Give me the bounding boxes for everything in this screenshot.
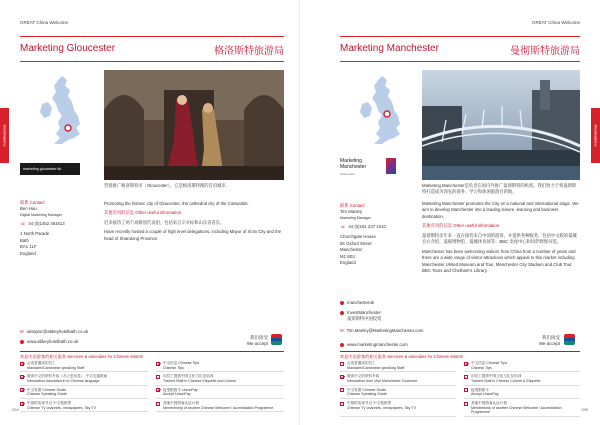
address-line: M1 6EU (340, 253, 356, 259)
services-heading: 欢迎中国游客的相关服务 Services & amenities for Chinese visitors (340, 354, 464, 359)
we-accept-label (208, 335, 268, 347)
address-line: Manchester (340, 247, 363, 253)
contact-block (340, 203, 416, 266)
service-item: 其他中国游客认证计划 Membership of another Chinese Welcome / Accreditation Programme (464, 400, 580, 417)
website-line (20, 339, 220, 345)
uk-map (34, 74, 90, 149)
address-line: England (20, 250, 36, 256)
title-rule (340, 36, 580, 37)
phone-icon: ☏ (20, 221, 26, 227)
address-line: England (340, 260, 356, 266)
intro-chinese: Marketing Manchester是负责在国内外推广曼彻斯特的机构。我们致力于将曼彻斯特打造成为领先的商务、学习和休闲旅游目的地。 (422, 183, 577, 195)
useful-info-chinese: 曼彻斯特多年来一直在接待来自中国的游客，并提供各种服务，包括中文版的曼城官方介绍、曼联博物馆、曼城体育场等；BBC 电视中心和切萨姆图书馆。 (422, 232, 577, 245)
address-line: BA1 1LF (20, 244, 37, 250)
service-item: 中文信息 Chinese Tips Chinese Tips (464, 360, 580, 372)
twitter-line (340, 300, 540, 306)
service-item: 简体中文的资料介绍 Information from Visit Manchester Customer (340, 373, 456, 385)
useful-info-english: Manchester has been welcoming visitors from China from a number of years and there are a wide range of visitor attractions which appeal to this market including Manchester United Museum and Tour, Manchester City Stadium and Club Tour, BBC Tours and Chetham's Library. (422, 248, 576, 273)
phone-number: 44 (0)161 237 1010 (348, 224, 386, 230)
address-line: Churchgate House (340, 234, 376, 240)
phone-number: 44 (0)1452 461613 (28, 221, 65, 227)
address-line: 1 North Parade (20, 231, 50, 237)
twitter-icon (340, 301, 344, 305)
services-list (340, 360, 580, 417)
checkbox-icon (340, 402, 344, 406)
contact-name: Tim Manley (340, 209, 363, 215)
service-item: 中国的电视节目 中文报纸等 Chinese TV channels, newspapers, Sky TV (20, 400, 148, 412)
checkbox-icon (464, 402, 468, 406)
weibo-icon (340, 311, 344, 315)
page-title-chinese: 格洛斯特旅游局 (214, 46, 284, 57)
page-title: Marketing Gloucester (20, 43, 116, 54)
phone-line (20, 221, 98, 227)
uk-map (354, 74, 410, 149)
address (20, 231, 98, 257)
phone-icon: ☏ (340, 224, 346, 230)
service-item: 向员工提供中国文化与礼仪培训 Trained Staff in Chinese Culture & Etiquette (464, 373, 580, 385)
social-line-chinese (340, 316, 540, 322)
contact-block (20, 200, 98, 257)
intro-english: Marketing Manchester promotes the City on a national and international stage. We aim to develop Manchester into a leading leisure, learning and business destination. (422, 201, 579, 219)
email-icon: ✉ (340, 328, 344, 334)
social-handle[interactable]: InvestManchester (347, 310, 381, 316)
running-header: GREAT China Welcome (20, 20, 69, 25)
contact-role: Marketing Manager (340, 215, 371, 220)
hero-photo (104, 70, 284, 180)
globe-icon (20, 340, 24, 344)
useful-info-chinese: 近来接待了两个高级别代表团，包括来自辛亥标和山东省省长。 (104, 219, 225, 225)
useful-info-label: 其他有用的信息 Other useful information (104, 210, 182, 216)
page-number: 294 (12, 407, 19, 412)
checkbox-icon (20, 375, 24, 379)
useful-info-english: Have recently hosted a couple of high level delegations, including Mayor of Xi'an City and the head of Shandong Province. (104, 229, 282, 241)
email-line (340, 328, 540, 334)
description (422, 201, 580, 277)
service-item: 中文导游 Chinese Guide Chinese Speaking Guide (20, 387, 148, 399)
location-marker (65, 125, 71, 131)
contact-name: Ben Hau (20, 206, 37, 212)
checkbox-icon (156, 402, 160, 406)
email-line (20, 329, 220, 335)
checkbox-icon (156, 375, 160, 379)
checkbox-icon (464, 362, 468, 366)
we-accept-chinese: 我们接受 (250, 335, 268, 340)
services-rule (20, 351, 284, 352)
side-tab-destinations: Destinations (0, 108, 9, 163)
services-list (20, 360, 284, 412)
links-block (20, 329, 220, 345)
page-number: 295 (581, 407, 588, 412)
intro-english: Promoting the historic city of Gloucester, the cathedral city of the Cotswolds. (104, 201, 249, 206)
checkbox-icon (464, 388, 468, 392)
title-underline (340, 61, 580, 62)
hero-photo (422, 70, 580, 180)
service-item: 向员工提供中国文化与礼仪培训 Trained Staff in Chinese Etiquette and Culture (156, 373, 284, 385)
service-item: 简体中文的资料介绍（办公室信息） 中文交通指南 Information translated in to Chinese language (20, 373, 148, 385)
address (340, 234, 416, 266)
contact-role: Digital Marketing Manager (20, 212, 62, 217)
social-handle-chinese[interactable]: 曼彻斯特中国投资 (347, 316, 382, 322)
website-link[interactable]: www.abbeyhotelbath.co.uk (27, 339, 79, 345)
brand-mark-icon (386, 158, 396, 174)
page-title: Marketing Manchester (340, 43, 439, 54)
email-icon: ✉ (20, 329, 24, 334)
service-item: 会说普通话的员工 Mandarin/Cantonese speaking Staff (20, 360, 148, 372)
email-link[interactable]: Tim.Manley@MarketingManchester.com (346, 328, 424, 334)
address-line: 56 Oxford Street (340, 240, 372, 246)
email-link[interactable]: iantaylor@abbeyhotelbath.co.uk (26, 329, 89, 334)
address-line: Bath (20, 237, 29, 243)
unionpay-logo (271, 334, 282, 345)
checkbox-icon (340, 362, 344, 366)
checkbox-icon (20, 402, 24, 406)
twitter-handle[interactable]: manchesteruk (347, 300, 374, 305)
service-item: 接受银联卡 UnionPay Accept UnionPay (156, 387, 284, 399)
phone-line (340, 224, 416, 230)
description (104, 201, 284, 245)
service-item: 中文信息 Chinese Tips Chinese Tips (156, 360, 284, 372)
we-accept-english: We accept (538, 340, 560, 346)
service-item: 接受银联卡 Accept UnionPay (464, 387, 580, 399)
service-item: 其他中国游客认证计划 Membership of another Chinese Welcome / Accreditation Programme (156, 400, 284, 412)
intro-chinese: 营销推广格洛斯特市（Gloucester），它是格洛斯特郡的首府城市。 (104, 183, 231, 188)
contact-label: 联系 Contact (340, 203, 365, 208)
title-underline (20, 61, 284, 62)
page-title-chinese: 曼彻斯特旅游局 (510, 46, 580, 57)
we-accept-label (500, 335, 560, 347)
useful-info-label: 其他有用的信息 Other useful information (422, 223, 500, 229)
website-link[interactable]: www.marketingmanchester.com (347, 342, 408, 348)
contact-label: 联系 Contact (20, 200, 45, 205)
running-header: GREAT China Welcome (531, 20, 580, 25)
checkbox-icon (156, 362, 160, 366)
checkbox-icon (156, 388, 160, 392)
services-heading: 欢迎中国游客的相关服务 Services & amenities for Chinese visitors (20, 354, 144, 359)
side-tab-destinations: Destinations (591, 108, 600, 163)
service-item: 会说普通话的员工 Mandarin/Cantonese speaking Staff (340, 360, 456, 372)
gloucester-logo: marketing gloucester ltd (20, 163, 80, 175)
checkbox-icon (20, 362, 24, 366)
we-accept-english: We accept (246, 340, 268, 346)
we-accept-chinese: 我们接受 (542, 335, 560, 340)
checkbox-icon (20, 388, 24, 392)
marketing-manchester-logo: Marketing Manchester Passionate (340, 158, 396, 188)
unionpay-logo (564, 334, 575, 345)
checkbox-icon (340, 388, 344, 392)
title-rule (20, 36, 284, 37)
service-item: 中国的电视节目 中文报纸等 Chinese TV channels, newspapers, Sky TV (340, 400, 456, 417)
right-page (300, 0, 600, 425)
checkbox-icon (464, 375, 468, 379)
services-rule (340, 351, 580, 352)
checkbox-icon (340, 375, 344, 379)
globe-icon (340, 343, 344, 347)
service-item: 中文导游 Chinese Guide Chinese Speaking Guide (340, 387, 456, 399)
